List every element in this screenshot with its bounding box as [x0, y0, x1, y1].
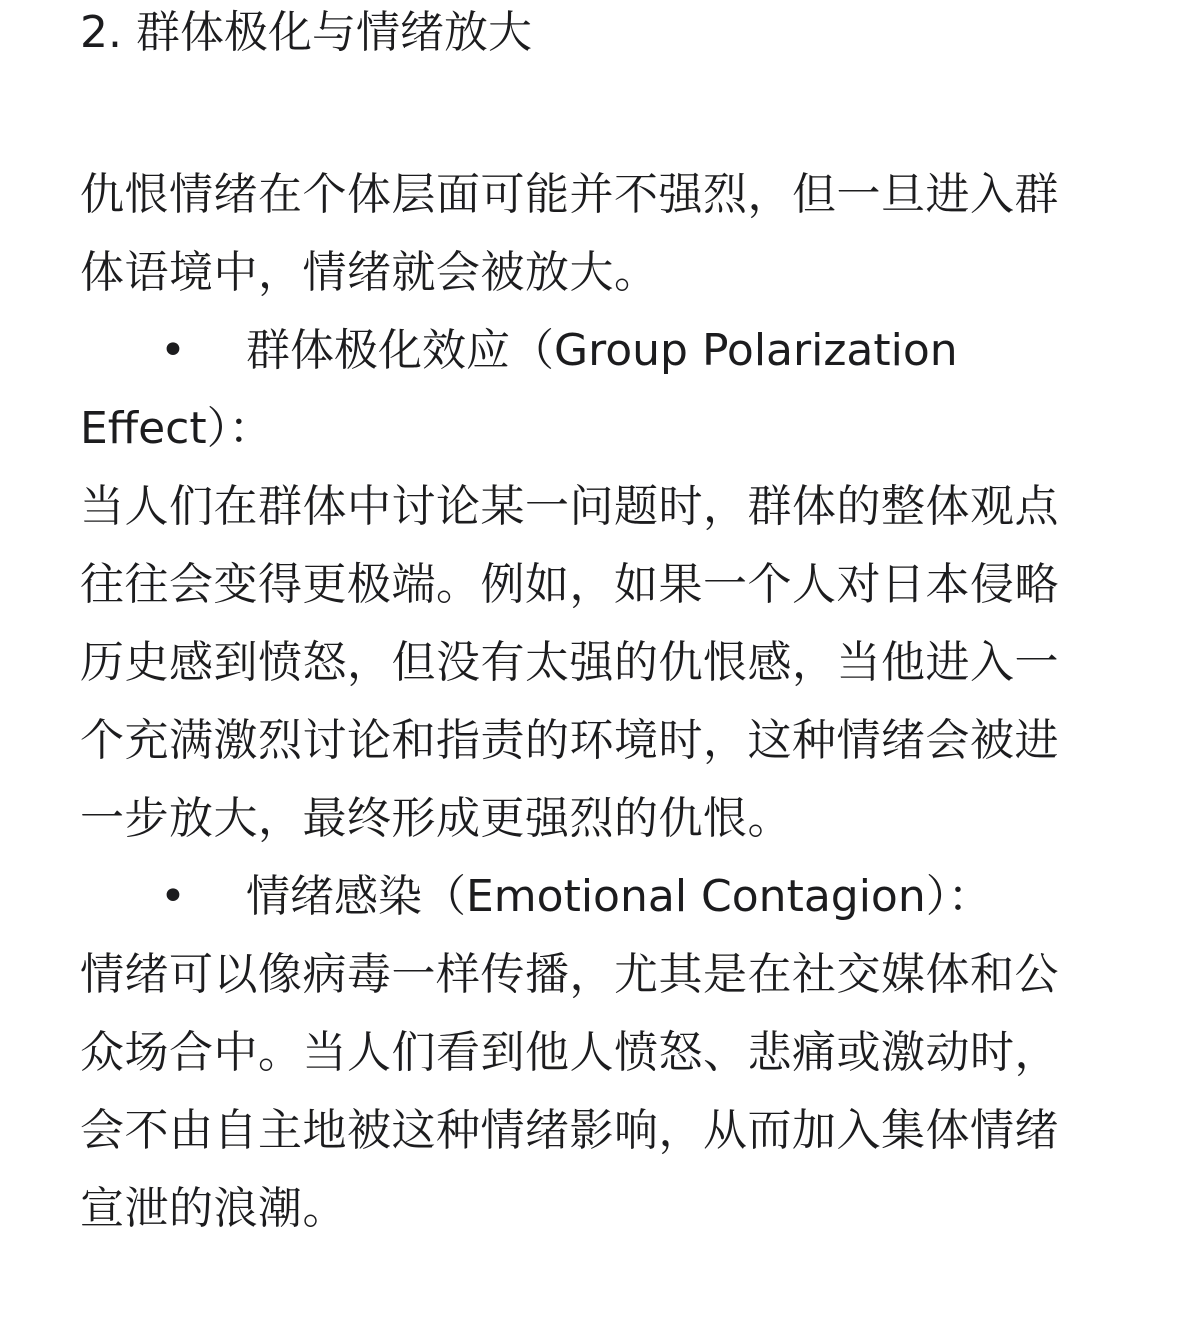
bullet-item-title	[80, 858, 1090, 936]
bullet-item-body: 情绪可以像病毒一样传播，尤其是在社交媒体和公众场合中。当人们看到他人愤怒、悲痛或激动时，会不由自主地被这种情绪影响，从而加入集体情绪宣泄的浪潮。	[80, 949, 1059, 1234]
bullet-item-body: 当人们在群体中讨论某一问题时，群体的整体观点往往会变得更极端。例如，如果一个人对日本侵略历史感到愤怒，但没有太强的仇恨感，当他进入一个充满激烈讨论和指责的环境时，这种情绪会被进一步放大，最终形成更强烈的仇恨。	[80, 481, 1059, 844]
bullet-icon: •	[160, 325, 186, 376]
article-body	[80, 0, 1090, 1248]
section-heading: 2. 群体极化与情绪放大	[80, 7, 532, 58]
bullet-icon: •	[160, 871, 186, 922]
intro-paragraph: 仇恨情绪在个体层面可能并不强烈，但一旦进入群体语境中，情绪就会被放大。	[80, 169, 1059, 298]
spacer	[80, 66, 1090, 156]
bullet-title-text: 群体极化效应（Group Polarization Effect）：	[80, 325, 958, 454]
bullet-title-text: 情绪感染（Emotional Contagion）：	[246, 871, 992, 922]
bullet-item-title	[80, 312, 1090, 468]
